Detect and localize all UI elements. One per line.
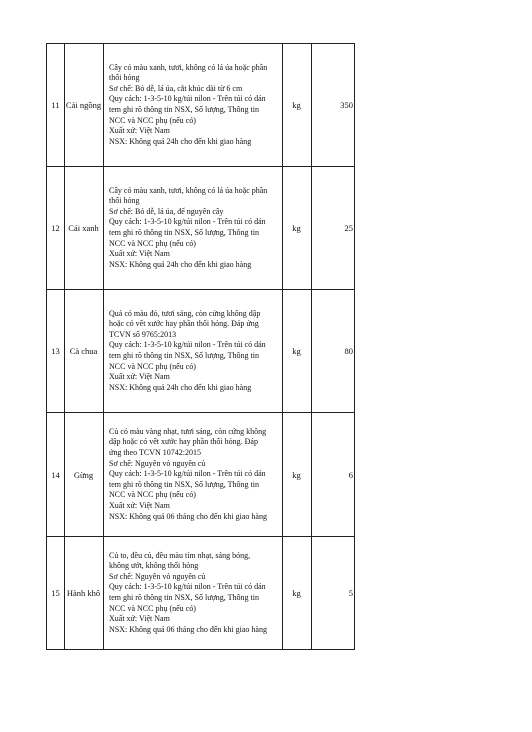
quantity: 25 [344,223,353,233]
description-line: tem ghi rõ thông tin NSX, Số lượng, Thông tin [109,351,259,360]
table-row [47,536,354,649]
description-line: ứng theo TCVN 10742:2015 [109,448,201,458]
product-name: Gừng [73,469,94,480]
description-line: NSX: Không quá 24h cho đến khi giao hàng [109,259,252,269]
product-name: Hành khô [66,588,101,598]
description-line: Sơ chế: Nguyên vỏ nguyên củ [109,571,206,581]
product-description [104,167,282,289]
description-line: Sơ chế: Bỏ dễ, lá úa, để nguyên cây [109,206,224,216]
description-line: tem ghi rõ thông tin NSX, Số lượng, Thông tin [109,105,259,114]
description-line: Xuất xứ: Việt Nam [109,249,170,259]
quantity: 6 [348,469,353,480]
description-line: Sơ chế: Nguyên vỏ nguyên củ [109,458,206,468]
product-description [104,537,282,649]
description-line: NSX: Không quá 24h cho đến khi giao hàng [109,136,252,146]
table-row [47,44,354,166]
description-line: NCC và NCC phụ (nếu có) [109,361,196,371]
description-line: Cây có màu xanh, tươi, không có lá úa hoặc phần [109,62,268,72]
table-row [47,412,354,536]
description-line: NSX: Không quá 24h cho đến khi giao hàng [109,382,252,392]
unit: kg [292,588,301,598]
description-line: tem ghi rõ thông tin NSX, Số lượng, Thông tin [109,228,259,237]
description-line: thối hỏng [109,196,140,206]
product-name: Cà chua [69,346,98,356]
row-number: 12 [51,223,60,233]
row-number: 15 [51,588,60,598]
description-line: NCC và NCC phụ (nếu có) [109,115,196,125]
description-line: Quy cách: 1-3-5-10 kg/túi nilon - Trên túi có dán [109,94,266,104]
row-number: 11 [51,100,60,110]
description-line: thối hỏng [109,73,140,83]
row-number: 14 [51,469,60,480]
unit: kg [292,469,301,480]
description-line: dập hoặc có vết xước hay phần thối hỏng. Đáp [109,437,258,447]
description-line: NCC và NCC phụ (nếu có) [109,238,196,248]
product-description [104,44,282,166]
description-line: tem ghi rõ thông tin NSX, Số lượng, Thông tin [109,593,259,602]
description-line: Xuất xứ: Việt Nam [109,614,170,624]
quantity: 80 [344,346,353,356]
row-number: 13 [51,346,60,356]
table-row [47,166,354,289]
product-description [104,413,282,536]
product-description [104,290,282,412]
description-line: Cây có màu xanh, tươi, không có lá úa hoặc phần [109,185,268,195]
description-line: hoặc có vết xước hay phần thối hỏng. Đáp ứng [109,319,259,329]
description-line: Xuất xứ: Việt Nam [109,500,170,510]
description-line: Củ to, đều củ, đều màu tím nhạt, sáng bóng, [109,550,251,560]
description-line: tem ghi rõ thông tin NSX, Số lượng, Thông tin [109,479,259,489]
description-line: Sơ chế: Bỏ dễ, lá úa, cắt khúc dài từ 6 cm [109,83,243,93]
description-line: Xuất xứ: Việt Nam [109,126,170,136]
product-spec-table [46,43,355,650]
unit: kg [292,223,301,233]
description-line: Quy cách: 1-3-5-10 kg/túi nilon - Trên túi có dán [109,217,266,227]
description-line: NCC và NCC phụ (nếu có) [109,603,196,613]
description-line: Quy cách: 1-3-5-10 kg/túi nilon - Trên túi có dán [109,582,266,592]
quantity: 350 [340,100,353,110]
unit: kg [292,346,301,356]
description-line: không ướt, không thối hỏng [109,561,199,571]
quantity: 5 [348,588,353,598]
description-line: Củ có màu vàng nhạt, tươi sáng, còn cứng không [109,426,267,436]
description-line: Quy cách: 1-3-5-10 kg/túi nilon - Trên túi có dán [109,340,266,350]
product-name: Cải ngồng [65,100,102,110]
description-line: TCVN số 9765:2013 [109,329,177,339]
table-row [47,289,354,412]
description-line: NCC và NCC phụ (nếu có) [109,490,196,500]
description-line: NSX: Không quá 06 tháng cho đến khi giao hàng [109,624,267,634]
description-line: Quy cách: 1-3-5-10 kg/túi nilon - Trên túi có dán [109,469,266,479]
description-line: NSX: Không quá 06 tháng cho đến khi giao hàng [109,511,267,521]
product-name: Cải xanh [68,223,99,233]
description-line: Xuất xứ: Việt Nam [109,372,170,382]
unit: kg [292,100,301,110]
description-line: Quả có màu đỏ, tươi sáng, còn cứng không dập [109,308,261,318]
